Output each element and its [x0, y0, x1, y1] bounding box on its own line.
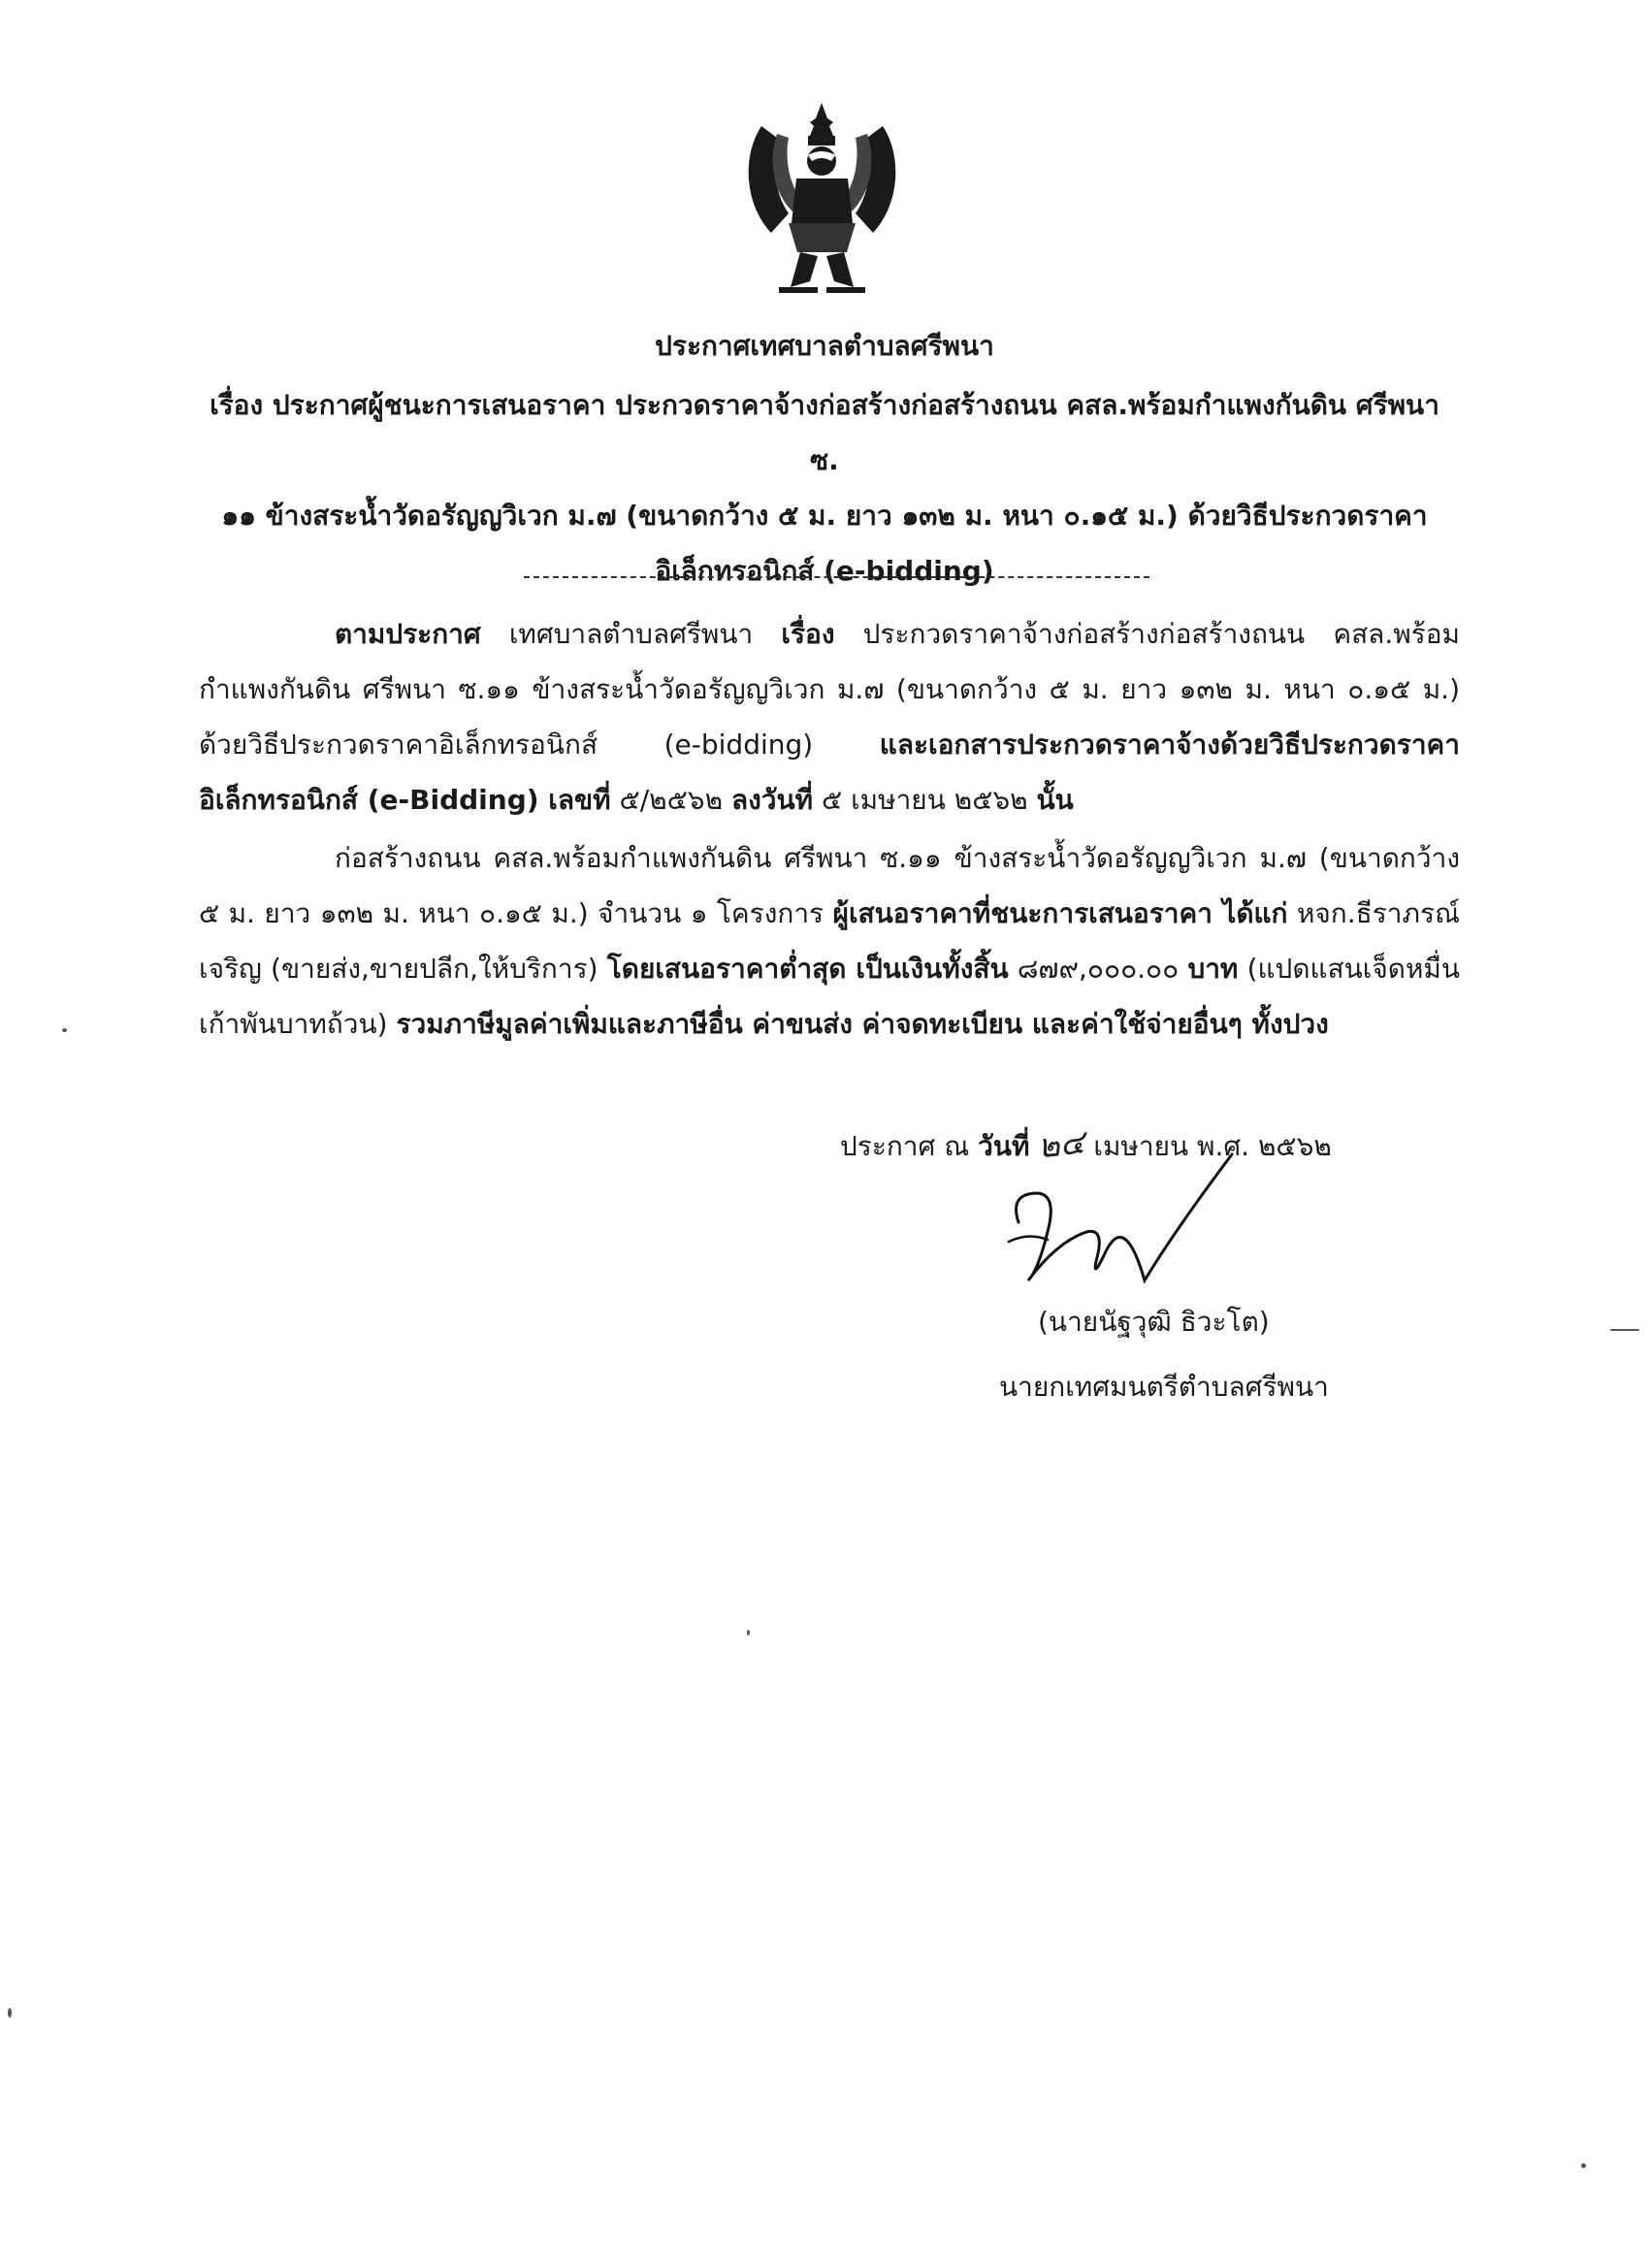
document-body	[199, 606, 1460, 1052]
p1-part4: ๕ เมษายน ๒๕๖๒	[813, 784, 1037, 816]
signature-mark	[999, 1125, 1290, 1319]
p1-part1: เทศบาลตำบลศรีพนา	[480, 618, 782, 650]
p2-kw-lowest: โดยเสนอราคาต่ำสุด เป็นเงินทั้งสิ้น	[606, 953, 1009, 985]
p1-part3: ๕/๒๕๖๒	[610, 784, 731, 816]
announce-prefix: ประกาศ ณ	[840, 1130, 979, 1162]
p1-lead: ตามประกาศ	[335, 618, 481, 650]
p1-kw-end: นั้น	[1036, 784, 1074, 816]
separator-line	[524, 576, 1149, 578]
signer-name: (นายนัฐวุฒิ ธิวะโต)	[1038, 1306, 1270, 1338]
p2-kw-winner: ผู้เสนอราคาที่ชนะการเสนอราคา	[832, 897, 1212, 929]
scan-speck	[8, 2008, 12, 2018]
p1-kw-documents: และเอกสารประกวดราคาจ้างด้วยวิธีประกวดราคาอิเล็กทรอนิกส์ (e-Bidding) เลขที่	[199, 729, 1460, 816]
scan-speck	[747, 1630, 750, 1636]
p2-kw-baht: บาท	[1187, 953, 1239, 985]
garuda-emblem-icon	[732, 97, 912, 306]
p1-kw-subject: เรื่อง	[781, 618, 835, 650]
subject-line-3: อิเล็กทรอนิกส์ (e-bidding)	[655, 555, 994, 587]
p2-part1: ก่อสร้างถนน คสล.พร้อมกำแพงกันดิน ศรีพนา ซ.๑๑ ข้างสระน้ำวัดอรัญญวิเวก ม.๗ (ขนาดกว้าง ๕ ม. ยาว ๑๓๒ ม. หนา ๐.๑๕ ม.) จำนวน ๑ โครงการ	[199, 842, 1460, 929]
p2-kw-got: ได้แก่	[1212, 897, 1288, 929]
document-title: ประกาศเทศบาลตำบลศรีพนา	[655, 330, 994, 362]
signer-position: นายกเทศมนตรีตำบลศรีพนา	[999, 1371, 1329, 1403]
scan-speck	[1610, 1329, 1639, 1331]
paragraph-winner	[199, 830, 1460, 1052]
p1-kw-dated: ลงวันที่	[730, 784, 814, 816]
p2-amount-words: (แปดแสนเจ็ดหมื่นเก้าพันบาทถ้วน)	[199, 953, 1460, 1040]
p1-part2: ประกวดราคาจ้างก่อสร้างก่อสร้างถนน คสล.พร้อมกำแพงกันดิน ศรีพนา ซ.๑๑ ข้างสระน้ำวัดอรัญญวิเวก ม.๗ (ขนาดกว้าง ๕ ม. ยาว ๑๓๒ ม. หนา ๐.๑๕ ม.) ด้วยวิธีประกวดราคาอิเล็กทรอนิกส์ (e-bidding)	[199, 618, 1460, 761]
document-header	[194, 325, 1455, 599]
p2-winner-name: หจก.ธีราภรณ์เจริญ (ขายส่ง,ขายปลีก,ให้บริการ)	[199, 897, 1460, 985]
subject-line-1: เรื่อง ประกาศผู้ชนะการเสนอราคา ประกวดราคาจ้างก่อสร้างก่อสร้างถนน คสล.พร้อมกำแพงกันดิน ศรีพนา ซ.	[210, 389, 1439, 476]
announce-day-handwritten: ๒๔	[1036, 1122, 1087, 1167]
p2-amount: ๘๗๙,๐๐๐.๐๐	[1008, 953, 1188, 985]
announce-day-label: วันที่	[978, 1130, 1030, 1162]
document-subject	[194, 377, 1455, 599]
p2-kw-inclusive: รวมภาษีมูลค่าเพิ่มและภาษีอื่น ค่าขนส่ง ค่าจดทะเบียน และค่าใช้จ่ายอื่นๆ ทั้งปวง	[396, 1008, 1329, 1040]
subject-line-2: ๑๑ ข้างสระน้ำวัดอรัญญวิเวก ม.๗ (ขนาดกว้าง ๕ ม. ยาว ๑๓๒ ม. หนา ๐.๑๕ ม.) ด้วยวิธีประกวดราคา	[221, 500, 1428, 532]
paragraph-reference	[199, 606, 1460, 827]
scan-speck	[1581, 2163, 1586, 2168]
announce-year: พ.ศ. ๒๕๖๒	[1197, 1130, 1332, 1162]
scan-speck	[62, 1028, 67, 1032]
announce-month: เมษายน	[1093, 1130, 1189, 1162]
